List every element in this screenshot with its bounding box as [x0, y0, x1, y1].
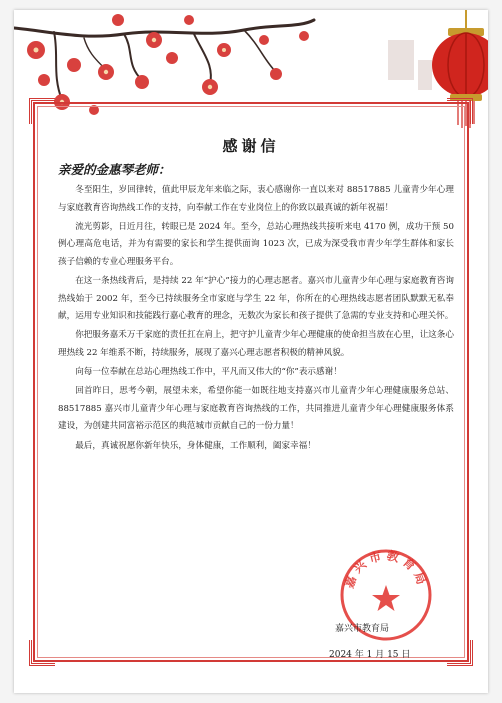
- letter-page: [14, 10, 488, 693]
- paragraph: 你把服务嘉禾万千家庭的责任扛在肩上，把守护儿童青少年心理健康的使命担当放在心里，让这条心理热线 22 年维系不断，持续服务，展现了嘉兴心理志愿者积极的精神风貌。: [58, 330, 454, 358]
- paragraph: 冬至阳生，岁回律转，值此甲辰龙年来临之际，衷心感谢你一直以来对 88517885 儿童青少年心理与家庭教育咨询热线工作的支持，向奉献工作在专业岗位上的你致以最真诚的新年祝福！: [58, 185, 454, 213]
- letter-body: [58, 182, 454, 457]
- signature-date: 2024 年 1 月 15 日: [329, 650, 411, 660]
- paragraph: 在这一条热线背后，是持续 22 年“护心”接力的心理志愿者。嘉兴市儿童青少年心理与家庭教育咨询热线始于 2002 年，至今已持续服务全市家庭与学生 22 年，你所在的心理热线志愿者团队默默无私奉献，运用专业知识和技能践行嘉心教育的理念，无数次为家长和孩子提供了急需的专业支持和心理关怀。: [58, 276, 454, 322]
- corner-ornament-tl: [29, 98, 55, 124]
- svg-text:嘉兴市教育局: [341, 547, 430, 590]
- signature-organization: 嘉兴市教育局: [335, 624, 390, 634]
- letter-title: 感谢信: [222, 137, 280, 155]
- corner-ornament-tr: [447, 98, 473, 124]
- paragraph: 向每一位奉献在总站心理热线工作中，平凡而又伟大的“你”表示感谢！: [75, 367, 342, 378]
- corner-ornament-bl: [29, 640, 55, 666]
- salutation: 亲爱的金惠琴老师：: [58, 162, 171, 177]
- paragraph: 回首昨日，思考今朝，展望未来，希望你能一如既往地支持嘉兴市儿童青少年心理健康服务总站、88517885 嘉兴市儿童青少年心理与家庭教育咨询热线的工作，共同推进儿童青少年心理健康服务体系建设，为创建共同富裕示范区的典范城市贡献自己的一份力量！: [58, 386, 454, 432]
- paragraph: 流光剪影，日近月往，转眼已是 2024 年。至今，总站心理热线共接听来电 4170 例，成功干预 50 例心理高危电话，并为有需要的家长和学生提供面询 1023 次，已成为深受我市青少年学生群体和家长孩子信赖的专业心理服务平台。: [58, 221, 454, 267]
- corner-ornament-br: [447, 640, 473, 666]
- seal-text: 嘉兴市教育局: [341, 548, 431, 591]
- paragraph: 最后，真诚祝愿你新年快乐，身体健康，工作顺利，阖家幸福！: [75, 440, 316, 451]
